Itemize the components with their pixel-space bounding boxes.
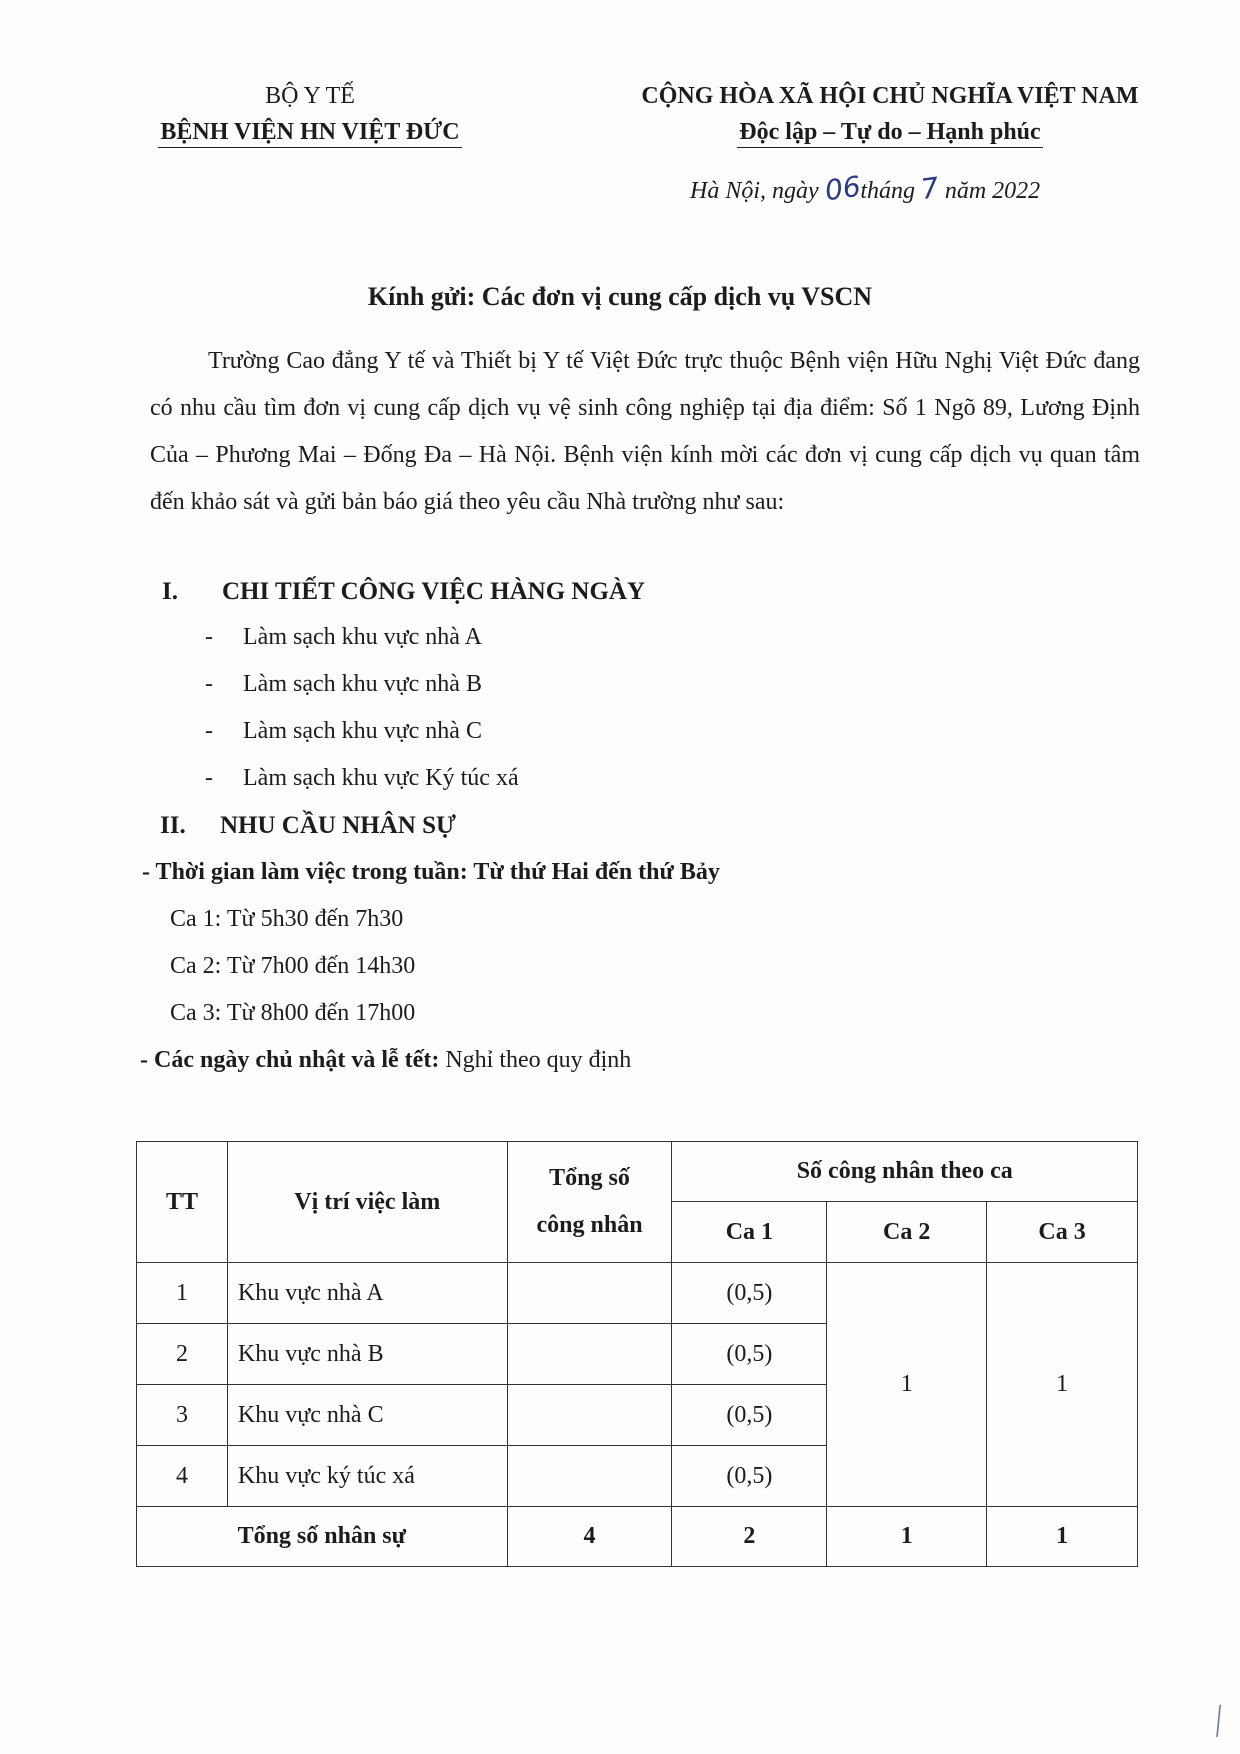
header-by-shift: Số công nhân theo ca xyxy=(672,1142,1138,1202)
section-1-title: CHI TIẾT CÔNG VIỆC HÀNG NGÀY xyxy=(222,578,645,605)
list-item-text: Làm sạch khu vực nhà A xyxy=(243,624,482,650)
date-year: năm 2022 xyxy=(938,178,1041,204)
total-ca2: 1 xyxy=(827,1507,987,1567)
row-ca1: (0,5) xyxy=(672,1446,827,1507)
row-tt: 1 xyxy=(137,1263,228,1324)
header-ca1: Ca 1 xyxy=(672,1202,827,1263)
row-tt: 4 xyxy=(137,1446,228,1507)
row-ca1: (0,5) xyxy=(672,1385,827,1446)
national-motto: Độc lập – Tự do – Hạnh phúc xyxy=(737,117,1042,148)
header-total-line2: công nhân xyxy=(536,1212,643,1238)
table-total-row xyxy=(137,1507,1138,1567)
list-item: - Làm sạch khu vực Ký túc xá xyxy=(205,765,519,791)
merged-ca2: 1 xyxy=(827,1263,987,1507)
section-2-title: NHU CẦU NHÂN SỰ xyxy=(220,812,456,839)
shift-line: Ca 2: Từ 7h00 đến 14h30 xyxy=(170,953,416,979)
header-position: Vị trí việc làm xyxy=(227,1142,507,1263)
table-row xyxy=(137,1263,1138,1324)
section-1-heading xyxy=(162,578,645,606)
holiday-line xyxy=(140,1047,631,1074)
work-week-text: - Thời gian làm việc trong tuần: Từ thứ Hai đến thứ Bảy xyxy=(142,859,720,885)
total-workers: 4 xyxy=(507,1507,672,1567)
holiday-value: Nghỉ theo quy định xyxy=(439,1047,632,1073)
total-ca3: 1 xyxy=(987,1507,1138,1567)
header-ca2: Ca 2 xyxy=(827,1202,987,1263)
row-total xyxy=(507,1324,672,1385)
total-label: Tổng số nhân sự xyxy=(137,1507,508,1567)
shift-line: Ca 3: Từ 8h00 đến 17h00 xyxy=(170,1000,416,1026)
header-ca3: Ca 3 xyxy=(987,1202,1138,1263)
list-item: - Làm sạch khu vực nhà A xyxy=(205,624,482,650)
row-position: Khu vực ký túc xá xyxy=(227,1446,507,1507)
row-position: Khu vực nhà A xyxy=(227,1263,507,1324)
row-position: Khu vực nhà B xyxy=(227,1324,507,1385)
header-total-line1: Tổng số xyxy=(549,1165,630,1191)
row-ca1: (0,5) xyxy=(672,1263,827,1324)
holiday-label: - Các ngày chủ nhật và lễ tết: xyxy=(140,1047,440,1073)
list-item-text: Làm sạch khu vực nhà C xyxy=(243,718,482,744)
section-2-number: II. xyxy=(160,812,186,839)
national-heading xyxy=(595,78,1185,150)
row-ca1: (0,5) xyxy=(672,1324,827,1385)
shift-line: Ca 1: Từ 5h30 đến 7h30 xyxy=(170,906,404,932)
row-tt: 2 xyxy=(137,1324,228,1385)
merged-ca3: 1 xyxy=(987,1263,1138,1507)
date-prefix: Hà Nội, ngày xyxy=(690,178,825,204)
document-date xyxy=(690,169,1041,208)
issuer-block xyxy=(150,78,470,150)
row-total xyxy=(507,1385,672,1446)
country-name: CỘNG HÒA XÃ HỘI CHỦ NGHĨA VIỆT NAM xyxy=(641,83,1139,109)
header-total xyxy=(507,1142,672,1263)
work-week-line xyxy=(142,859,720,886)
section-2-heading xyxy=(160,812,456,840)
recipient-line: Kính gửi: Các đơn vị cung cấp dịch vụ VSCN xyxy=(367,282,873,311)
hospital-name: BỆNH VIỆN HN VIỆT ĐỨC xyxy=(158,117,461,148)
total-ca1: 2 xyxy=(672,1507,827,1567)
intro-paragraph: Trường Cao đẳng Y tế và Thiết bị Y tế Việt Đức trực thuộc Bệnh viện Hữu Nghị Việt Đức đang có nhu cầu tìm đơn vị cung cấp dịch vụ vệ sinh công nghiệp tại địa điểm: Số 1 Ngõ 89, Lương Định Của – Phương Mai – Đống Đa – Hà Nội. Bệnh viện kính mời các đơn vị cung cấp dịch vụ quan tâm đến khảo sát và gửi bản báo giá theo yêu cầu Nhà trường như sau: xyxy=(150,348,1140,515)
list-item: - Làm sạch khu vực nhà C xyxy=(205,718,482,744)
row-position: Khu vực nhà C xyxy=(227,1385,507,1446)
section-1-number: I. xyxy=(162,578,178,605)
row-total xyxy=(507,1446,672,1507)
handwritten-month: 7 xyxy=(918,170,942,207)
header-tt: TT xyxy=(137,1142,228,1263)
ministry-name: BỘ Y TẾ xyxy=(265,83,355,109)
staffing-table xyxy=(136,1141,1138,1567)
row-total xyxy=(507,1263,672,1324)
list-item: - Làm sạch khu vực nhà B xyxy=(205,671,482,697)
list-item-text: Làm sạch khu vực nhà B xyxy=(243,671,482,697)
row-tt: 3 xyxy=(137,1385,228,1446)
handwritten-day: 06 xyxy=(822,169,863,208)
date-month-word: tháng xyxy=(860,178,921,204)
list-item-text: Làm sạch khu vực Ký túc xá xyxy=(243,765,519,791)
pen-mark-icon: ⁄ xyxy=(1204,1699,1233,1742)
